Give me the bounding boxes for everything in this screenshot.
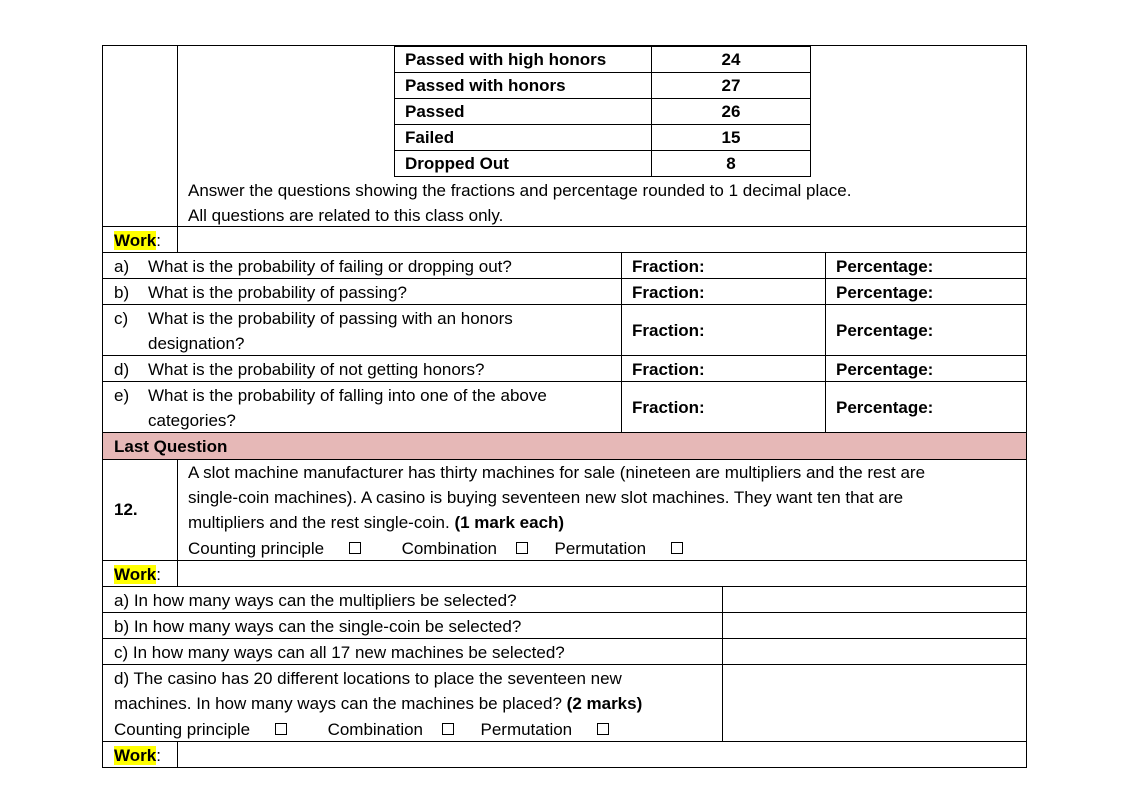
permutation-checkbox[interactable] [597,723,609,735]
counting-principle-checkbox[interactable] [349,542,361,554]
fraction-label: Fraction: [632,283,705,302]
table-row [395,125,811,151]
question-part-c: c) In how many ways can all 17 new machines be selected? [114,643,565,662]
question-text-line-1: A slot machine manufacturer has thirty machines for sale (nineteen are multipliers and the rest are [188,463,926,482]
row-label: Passed with honors [395,73,652,99]
divider [621,252,622,433]
fraction-label: Fraction: [632,321,705,340]
row-value: 8 [652,151,811,177]
table-row [395,73,811,99]
last-question-header-bg [103,433,1026,459]
work-label [114,562,161,587]
question-text-line-2: designation? [148,334,245,353]
option-permutation: Permutation [480,720,573,739]
work-label-text: Work [114,746,157,765]
outer-border-bottom [102,767,1027,768]
fraction-label: Fraction: [632,257,705,276]
work-label-text: Work [114,565,157,584]
work-colon: : [156,746,161,765]
question-text-line-2: single-coin machines). A casino is buying seventeen new slot machines. They want ten that are [188,488,904,507]
instructions-line-2: All questions are related to this class only. [188,206,504,225]
fraction-label: Fraction: [632,360,705,379]
method-options [188,536,683,561]
percentage-label: Percentage: [836,321,934,340]
question-text: What is the probability of failing or dropping out? [148,257,512,276]
combination-checkbox[interactable] [516,542,528,554]
marks-note: (1 mark each) [454,513,565,532]
table-row [395,99,811,125]
work-answer-area[interactable] [178,561,1026,586]
answer-cell-c[interactable] [723,639,1026,664]
answer-cell-a[interactable] [723,587,1026,612]
percentage-label: Percentage: [836,257,934,276]
outer-border-left [102,45,103,768]
divider [825,252,826,433]
question-part-d-line-2 [114,691,642,716]
question-letter: c) [114,309,129,328]
question-text: multipliers and the rest single-coin. [188,513,450,532]
permutation-checkbox[interactable] [671,542,683,554]
work-colon: : [156,231,161,250]
row-value: 15 [652,125,811,151]
combination-checkbox[interactable] [442,723,454,735]
question-text-line-1: What is the probability of falling into one of the above [148,386,547,405]
question-letter: b) [114,283,130,302]
question-part-a: a) In how many ways can the multipliers be selected? [114,591,517,610]
option-permutation: Permutation [554,539,647,558]
work-colon: : [156,565,161,584]
row-label: Dropped Out [395,151,652,177]
instructions-line-1: Answer the questions showing the fractions and percentage rounded to 1 decimal place. [188,181,852,200]
question-letter: a) [114,257,130,276]
divider [102,252,1027,253]
question-text: What is the probability of not getting honors? [148,360,485,379]
work-label-text: Work [114,231,157,250]
option-counting-principle: Counting principle [114,720,251,739]
row-value: 24 [652,47,811,73]
work-answer-area[interactable] [178,742,1026,767]
question-part-d-line-1: d) The casino has 20 different locations to place the seventeen new [114,669,622,688]
question-number: 12. [114,500,138,519]
row-label: Failed [395,125,652,151]
percentage-label: Percentage: [836,360,934,379]
table-row [395,47,811,73]
row-value: 26 [652,99,811,125]
last-question-header: Last Question [114,437,228,456]
percentage-label: Percentage: [836,283,934,302]
row-value: 27 [652,73,811,99]
table-row [395,151,811,177]
option-combination: Combination [327,720,424,739]
divider [102,432,1027,433]
answer-cell-b[interactable] [723,613,1026,638]
question-text-line-2: categories? [148,411,236,430]
outer-border-right [1026,45,1027,768]
percentage-label: Percentage: [836,398,934,417]
counting-principle-checkbox[interactable] [275,723,287,735]
row-label: Passed [395,99,652,125]
option-combination: Combination [401,539,498,558]
question-text-line-3 [188,510,564,535]
question-text-line-1: What is the probability of passing with an honors [148,309,513,328]
question-text: What is the probability of passing? [148,283,407,302]
row-label: Passed with high honors [395,47,652,73]
question-text: machines. In how many ways can the machines be placed? [114,694,562,713]
marks-note: (2 marks) [566,694,643,713]
work-answer-area[interactable] [178,227,1026,252]
option-counting-principle: Counting principle [188,539,325,558]
method-options [114,717,609,742]
work-label [114,743,161,768]
work-label [114,228,161,253]
answer-cell-d[interactable] [723,665,1026,741]
fraction-label: Fraction: [632,398,705,417]
question-letter: d) [114,360,130,379]
question-letter: e) [114,386,130,405]
question-part-b: b) In how many ways can the single-coin be selected? [114,617,522,636]
results-table [394,46,811,177]
divider [177,45,178,253]
